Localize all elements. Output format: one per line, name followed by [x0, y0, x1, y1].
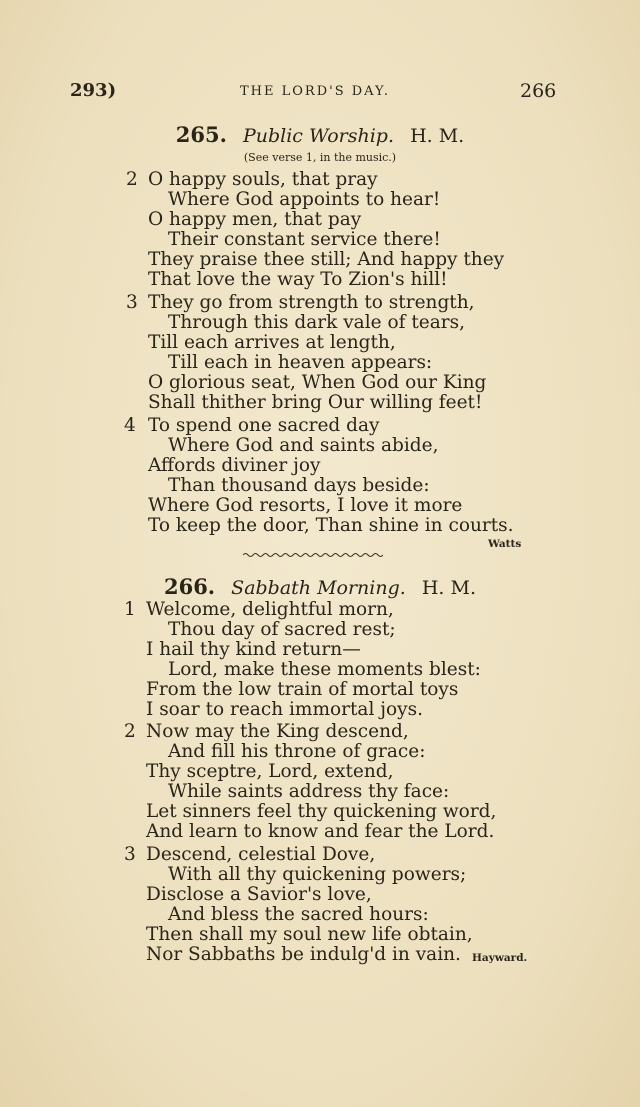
verse-number: 3	[126, 292, 138, 313]
verse-number: 2	[126, 169, 138, 190]
verse-line: I hail thy kind return—	[146, 639, 361, 660]
verse-line: Lord, make these moments blest:	[168, 659, 481, 680]
running-header	[0, 80, 640, 110]
verse-line: And bless the sacred hours:	[168, 904, 429, 925]
verse-line: Their constant service there!	[168, 229, 441, 250]
hymn-meter: H. M.	[421, 577, 477, 599]
verse-line: O glorious seat, When God our King	[148, 372, 487, 393]
verse-line: Where God and saints abide,	[168, 435, 439, 456]
verse-line: To keep the door, Than shine in courts.	[148, 515, 514, 536]
verse-line: To spend one sacred day	[148, 415, 380, 436]
verse-line: Descend, celestial Dove,	[146, 844, 376, 865]
verse-line: With all thy quickening powers;	[168, 864, 467, 885]
verse-number: 1	[124, 599, 136, 620]
verse-line: Welcome, delightful morn,	[146, 599, 394, 620]
verse-line: From the low train of mortal toys	[146, 679, 459, 700]
page-number-left: 293)	[70, 80, 117, 101]
verse-line: O happy souls, that pray	[148, 169, 378, 190]
verse-line: O happy men, that pay	[148, 209, 362, 230]
verse-line: While saints address thy face:	[168, 781, 450, 802]
hymn-number: 266.	[163, 574, 216, 599]
verse-line: They go from strength to strength,	[148, 292, 475, 313]
verse-line: And fill his throne of grace:	[168, 741, 426, 762]
running-title: THE LORD'S DAY.	[240, 84, 391, 99]
verse-number: 3	[124, 844, 136, 865]
verse-line: Thy sceptre, Lord, extend,	[146, 761, 394, 782]
hymn-title: Sabbath Morning.	[231, 577, 406, 599]
verse-line: Than thousand days beside:	[168, 475, 430, 496]
hymn-meter: H. M.	[410, 125, 465, 147]
verse-number: 2	[124, 721, 136, 742]
attribution: Hayward.	[472, 952, 528, 964]
verse-line: Now may the King descend,	[146, 721, 409, 742]
verse-line: Disclose a Savior's love,	[146, 884, 372, 905]
hymn-title: Public Worship.	[242, 125, 395, 147]
verse-line: Nor Sabbaths be indulg'd in vain.	[146, 944, 461, 965]
verse-line: Where God resorts, I love it more	[148, 495, 463, 516]
verse-line: Through this dark vale of tears,	[168, 312, 465, 333]
verse-number: 4	[124, 415, 136, 436]
verse-line: Shall thither bring Our willing feet!	[148, 392, 483, 413]
page-number-right: 266	[520, 80, 557, 102]
verse-line: Where God appoints to hear!	[168, 189, 441, 210]
verse-line: They praise thee still; And happy they	[148, 249, 505, 270]
verse-line: Till each arrives at length,	[148, 332, 396, 353]
attribution: Watts	[488, 538, 522, 550]
verse-line: And learn to know and fear the Lord.	[146, 821, 495, 842]
verse-line: That love the way To Zion's hill!	[148, 269, 448, 290]
hymn-heading	[0, 122, 640, 147]
ornamental-divider	[243, 551, 383, 559]
verse-line: Then shall my soul new life obtain,	[146, 924, 473, 945]
verse-line: Thou day of sacred rest;	[168, 619, 396, 640]
verse-line: I soar to reach immortal joys.	[146, 699, 423, 720]
verse-line: Affords diviner joy	[148, 455, 321, 476]
hymn-number: 265.	[175, 122, 227, 147]
hymn-heading	[0, 574, 640, 599]
verse-line: Let sinners feel thy quickening word,	[146, 801, 497, 822]
verse-line: Till each in heaven appears:	[168, 352, 433, 373]
hymn-note: (See verse 1, in the music.)	[243, 151, 397, 164]
